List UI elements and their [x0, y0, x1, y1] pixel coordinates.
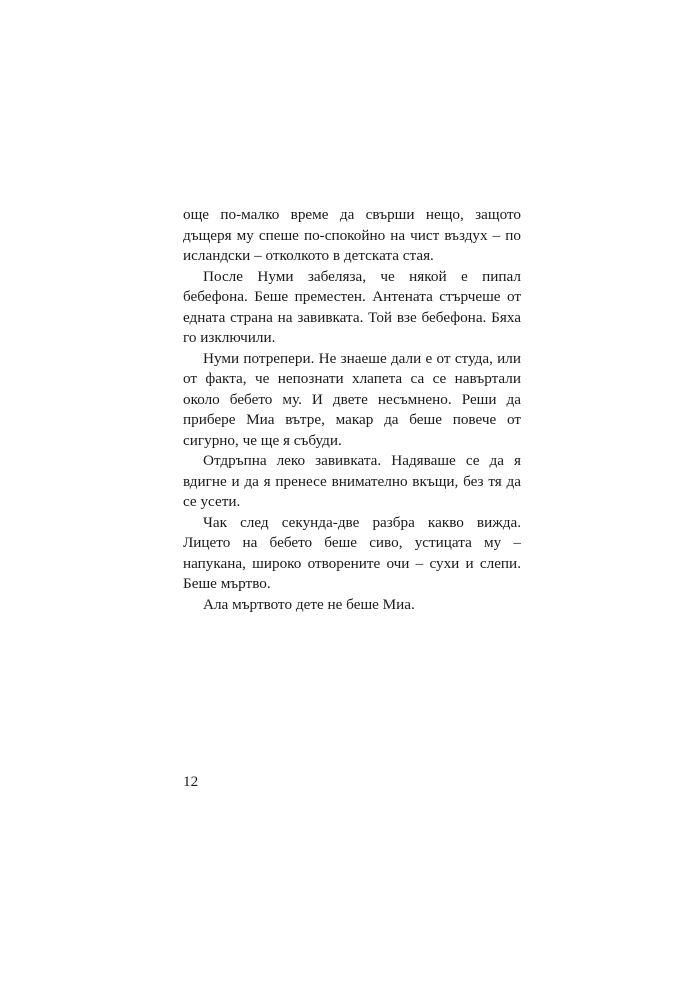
paragraph-6: Ала мъртвото дете не беше Миа.: [203, 595, 415, 613]
paragraph-2: После Нуми забеляза, че някой е пипал бебефона. Беше преместен. Антената стърчеше от едната страна на завивката. Той взе бебефона. Бяха го изключили.: [183, 267, 521, 346]
page-number: 12: [183, 773, 199, 790]
paragraph-5: Чак след секунда-две разбра какво вижда. Лицето на бебето беше сиво, устицата му – напукана, широко отворените очи – сухи и слепи. Беше мъртво.: [183, 513, 521, 592]
paragraph-3: Нуми потрепери. Не знаеше дали е от студа, или от факта, че непознати хлапета са се навъртали около бебето му. И двете несъмнено. Реши да прибере Миа вътре, макар да беше повече от сигурно, че ще я събуди.: [183, 349, 521, 449]
paragraph-1: още по-малко време да свърши нещо, защото дъщеря му спеше по-спокойно на чист въздух – по исландски – отколкото в детската стая.: [183, 206, 521, 264]
body-text: [183, 205, 521, 615]
paragraph-4: Отдръпна леко завивката. Надяваше се да я вдигне и да я пренесе внимателно вкъщи, без тя да се усети.: [183, 452, 521, 510]
